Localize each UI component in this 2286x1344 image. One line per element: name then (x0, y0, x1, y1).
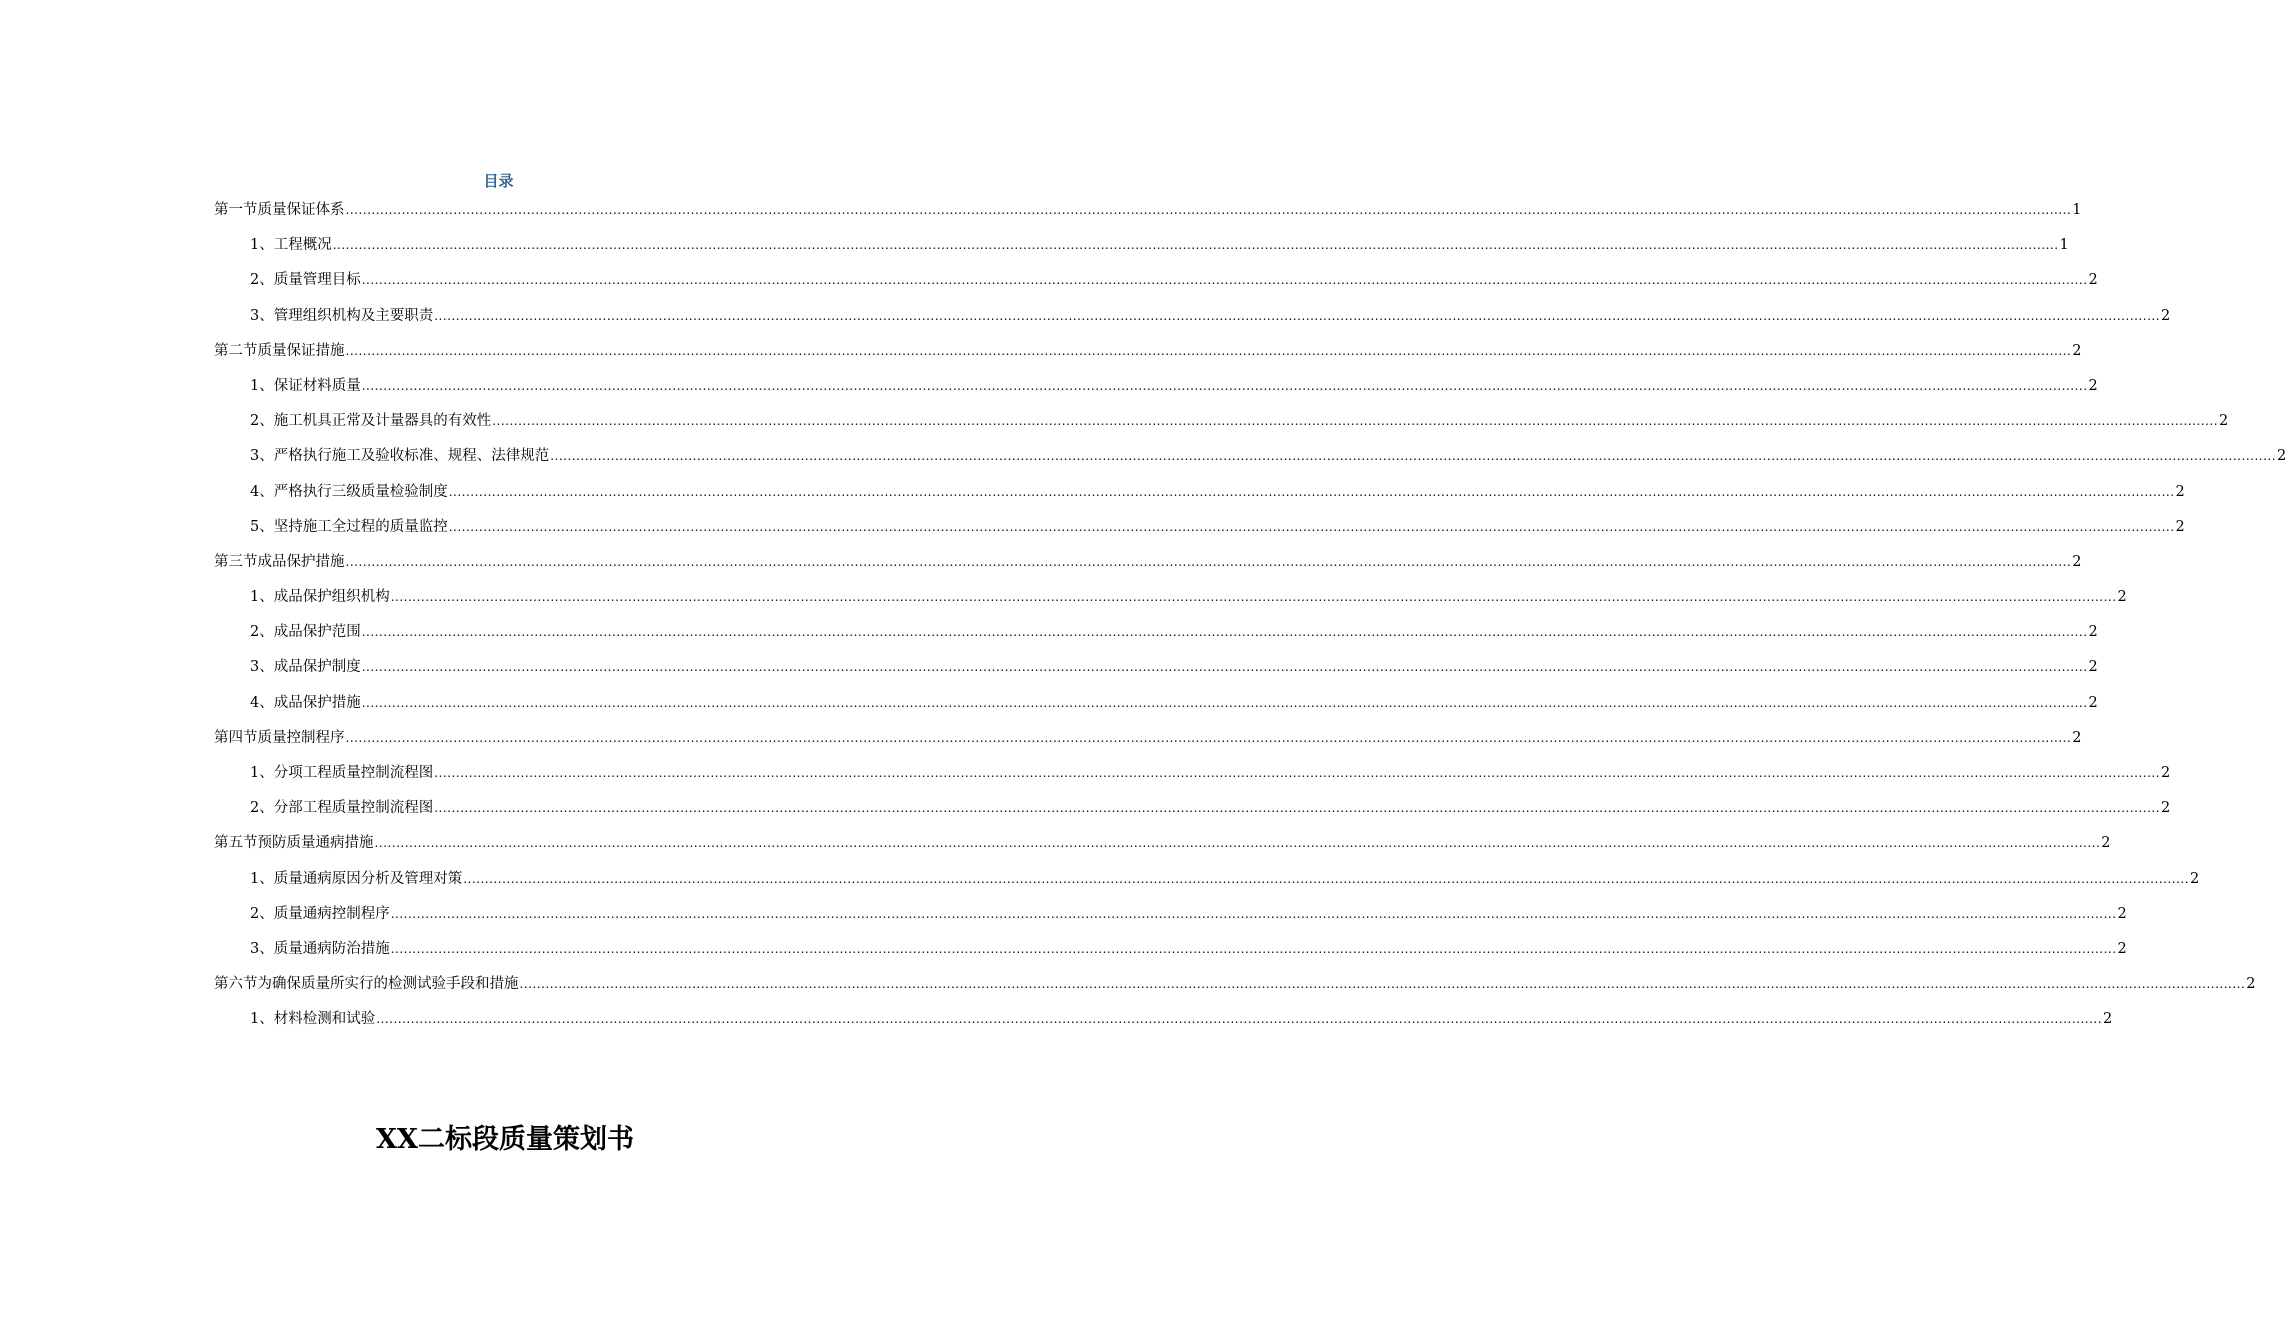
toc-page-number: 2 (2088, 624, 2098, 641)
toc-entry-text: 第一节质量保证体系 (214, 202, 345, 218)
toc-page-number: 2 (2117, 589, 2127, 606)
toc-entry-text: 1、保证材料质量 (250, 377, 361, 394)
toc-subsection-entry[interactable] (214, 228, 2069, 263)
toc-subsection-entry[interactable] (214, 791, 2171, 826)
toc-entry-text: 第四节质量控制程序 (214, 729, 345, 746)
toc-dot-leader: ................................................................................................................................................................................................................................................................................................................................................................................................................ (390, 590, 2117, 605)
document-title: XX二标段质量策划书 (376, 1124, 634, 1155)
toc-page-number: 2 (2101, 835, 2111, 852)
toc-entry-text: 3、质量通病防治措施 (250, 940, 390, 957)
toc-page-number: 2 (2175, 518, 2185, 535)
toc-subsection-entry[interactable] (214, 475, 2185, 510)
toc-page-number: 2 (2088, 694, 2098, 711)
toc-subsection-entry[interactable] (214, 404, 2229, 439)
toc-page-number: 1 (2059, 237, 2069, 254)
toc-dot-leader: ................................................................................................................................................................................................................................................................................................................................................................................................................ (492, 414, 2219, 429)
toc-page-number: 2 (2088, 272, 2098, 289)
toc-subsection-entry[interactable] (214, 756, 2171, 791)
toc-dot-leader: ................................................................................................................................................................................................................................................................................................................................................................................................................ (361, 378, 2088, 393)
toc-entry-text: 第二节质量保证措施 (214, 342, 345, 359)
toc-page-number: 2 (2219, 413, 2229, 430)
toc-dot-leader: ................................................................................................................................................................................................................................................................................................................................................................................................................ (374, 836, 2101, 851)
toc-entry-text: 2、成品保护范围 (250, 624, 361, 641)
toc-page-number: 1 (2072, 202, 2082, 218)
toc-subsection-entry[interactable] (214, 369, 2098, 404)
toc-entry-text: 1、成品保护组织机构 (250, 589, 390, 606)
toc-dot-leader: ................................................................................................................................................................................................................................................................................................................................................................................................................ (390, 941, 2117, 956)
toc-dot-leader: ................................................................................................................................................................................................................................................................................................................................................................................................................ (376, 1012, 2103, 1027)
toc-title: 目录 (483, 172, 514, 190)
toc-entry-text: 2、分部工程质量控制流程图 (250, 800, 434, 817)
toc-page-number: 2 (2117, 905, 2127, 922)
toc-entry-text: 第六节为确保质量所实行的检测试验手段和措施 (214, 976, 519, 993)
toc-subsection-entry[interactable] (214, 615, 2098, 650)
toc-entry-text: 4、成品保护措施 (250, 694, 361, 711)
toc-page-number: 2 (2190, 870, 2200, 887)
toc-page-number: 2 (2103, 1011, 2113, 1028)
toc-subsection-entry[interactable] (214, 439, 2286, 474)
toc-section-entry[interactable] (214, 193, 2082, 228)
toc-entry-text: 2、施工机具正常及计量器具的有效性 (250, 413, 492, 430)
toc-subsection-entry[interactable] (214, 1002, 2113, 1037)
toc-subsection-entry[interactable] (214, 650, 2098, 685)
toc-page-number: 2 (2161, 307, 2171, 324)
toc-section-entry[interactable] (214, 721, 2082, 756)
toc-dot-leader: ................................................................................................................................................................................................................................................................................................................................................................................................................ (332, 238, 2059, 253)
toc-entry-text: 3、严格执行施工及验收标准、规程、法律规范 (250, 448, 550, 465)
toc-section-entry[interactable] (214, 334, 2082, 369)
toc-dot-leader: ................................................................................................................................................................................................................................................................................................................................................................................................................ (434, 308, 2161, 323)
toc-dot-leader: ................................................................................................................................................................................................................................................................................................................................................................................................................ (345, 343, 2072, 358)
toc-section-entry[interactable] (214, 967, 2256, 1002)
toc-page-number: 2 (2088, 659, 2098, 676)
toc-section-entry[interactable] (214, 545, 2082, 580)
toc-entry-text: 1、质量通病原因分析及管理对策 (250, 870, 463, 887)
toc-page-number: 2 (2072, 342, 2082, 359)
toc-dot-leader: ................................................................................................................................................................................................................................................................................................................................................................................................................ (361, 695, 2088, 710)
toc-dot-leader: ................................................................................................................................................................................................................................................................................................................................................................................................................ (361, 660, 2088, 675)
toc-entry-text: 4、严格执行三级质量检验制度 (250, 483, 448, 500)
toc-list (214, 193, 2286, 1038)
toc-section-entry[interactable] (214, 826, 2111, 861)
toc-dot-leader: ................................................................................................................................................................................................................................................................................................................................................................................................................ (345, 554, 2072, 569)
toc-entry-text: 第五节预防质量通病措施 (214, 835, 374, 852)
toc-entry-text: 1、工程概况 (250, 237, 332, 254)
toc-entry-text: 3、成品保护制度 (250, 659, 361, 676)
toc-page-number: 2 (2175, 483, 2185, 500)
toc-page-number: 2 (2072, 553, 2082, 570)
toc-dot-leader: ................................................................................................................................................................................................................................................................................................................................................................................................................ (463, 871, 2190, 886)
toc-page-number: 2 (2246, 976, 2256, 993)
toc-dot-leader: ................................................................................................................................................................................................................................................................................................................................................................................................................ (448, 519, 2175, 534)
toc-entry-text: 5、坚持施工全过程的质量监控 (250, 518, 448, 535)
toc-page-number: 2 (2088, 377, 2098, 394)
toc-subsection-entry[interactable] (214, 932, 2127, 967)
toc-subsection-entry[interactable] (214, 263, 2098, 298)
toc-dot-leader: ................................................................................................................................................................................................................................................................................................................................................................................................................ (345, 730, 2072, 745)
toc-dot-leader: ................................................................................................................................................................................................................................................................................................................................................................................................................ (361, 625, 2088, 640)
toc-entry-text: 2、质量通病控制程序 (250, 905, 390, 922)
toc-page-number: 2 (2161, 800, 2171, 817)
toc-subsection-entry[interactable] (214, 510, 2185, 545)
toc-page-number: 2 (2277, 448, 2286, 465)
toc-subsection-entry[interactable] (214, 862, 2200, 897)
toc-dot-leader: ................................................................................................................................................................................................................................................................................................................................................................................................................ (390, 906, 2117, 921)
toc-dot-leader: ................................................................................................................................................................................................................................................................................................................................................................................................................ (361, 273, 2088, 288)
toc-dot-leader: ................................................................................................................................................................................................................................................................................................................................................................................................................ (550, 449, 2277, 464)
toc-subsection-entry[interactable] (214, 686, 2098, 721)
toc-subsection-entry[interactable] (214, 897, 2127, 932)
toc-dot-leader: ................................................................................................................................................................................................................................................................................................................................................................................................................ (345, 203, 2072, 217)
toc-page-number: 2 (2072, 729, 2082, 746)
toc-dot-leader: ................................................................................................................................................................................................................................................................................................................................................................................................................ (448, 484, 2175, 499)
toc-subsection-entry[interactable] (214, 580, 2127, 615)
toc-dot-leader: ................................................................................................................................................................................................................................................................................................................................................................................................................ (434, 766, 2161, 780)
toc-entry-text: 1、材料检测和试验 (250, 1011, 376, 1028)
toc-dot-leader: ................................................................................................................................................................................................................................................................................................................................................................................................................ (519, 977, 2246, 992)
toc-entry-text: 第三节成品保护措施 (214, 553, 345, 570)
toc-subsection-entry[interactable] (214, 299, 2171, 334)
toc-dot-leader: ................................................................................................................................................................................................................................................................................................................................................................................................................ (434, 801, 2161, 816)
toc-page-number: 2 (2161, 765, 2171, 781)
toc-page-number: 2 (2117, 940, 2127, 957)
toc-entry-text: 3、管理组织机构及主要职责 (250, 307, 434, 324)
toc-entry-text: 2、质量管理目标 (250, 272, 361, 289)
toc-entry-text: 1、分项工程质量控制流程图 (250, 765, 434, 781)
